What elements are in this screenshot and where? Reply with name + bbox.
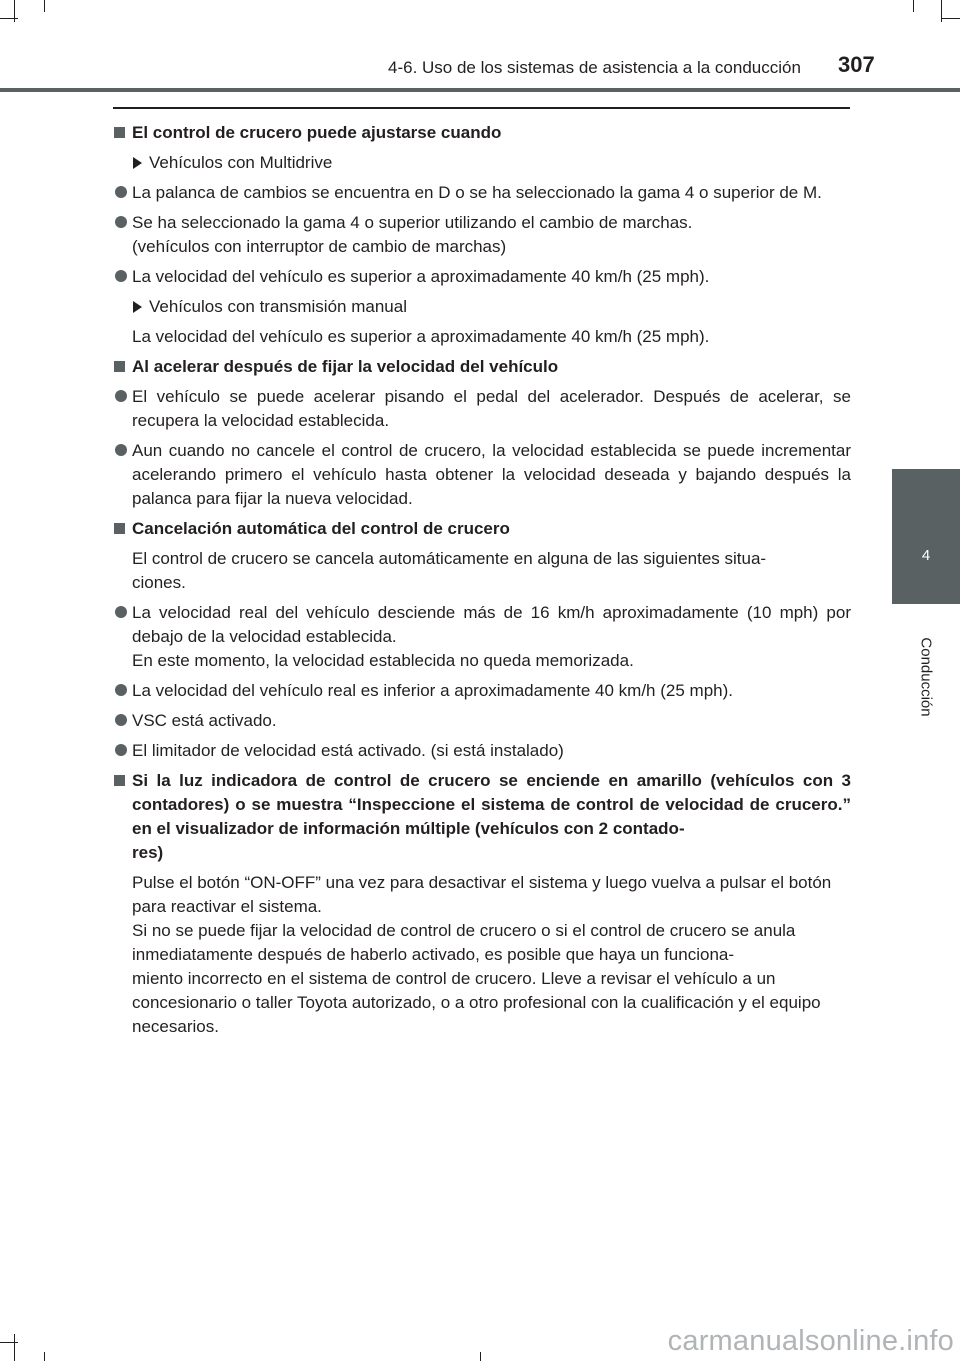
circle-bullet-icon bbox=[115, 186, 127, 198]
list-item: Aun cuando no cancele el control de crucero, la velocidad establecida se puede incrementar acelerando primero el vehículo hasta obtener la velocidad deseada y bajando después la palanca para fijar la nueva velocidad. bbox=[113, 439, 851, 511]
circle-bullet-icon bbox=[115, 714, 127, 726]
square-bullet-icon bbox=[114, 127, 125, 138]
list-item: VSC está activado. bbox=[113, 709, 851, 733]
page-number: 307 bbox=[838, 52, 875, 77]
crop-mark bbox=[14, 1334, 15, 1361]
section-heading: Si la luz indicadora de control de crucero se enciende en amarillo (vehículos con 3 contadores) o se muestra “Inspeccione el sistema de control de velocidad de crucero.” en el visualizador de información múltiple (vehículos con 2 contado- res) bbox=[113, 769, 851, 865]
arrow-item: Vehículos con transmisión manual bbox=[113, 295, 851, 319]
circle-bullet-icon bbox=[115, 606, 127, 618]
main-content bbox=[113, 121, 851, 1045]
square-bullet-icon bbox=[114, 775, 125, 786]
list-item: El vehículo se puede acelerar pisando el pedal del acelerador. Después de acelerar, se recupera la velocidad establecida. bbox=[113, 385, 851, 433]
section-heading: Al acelerar después de fijar la velocidad del vehículo bbox=[113, 355, 851, 379]
square-bullet-icon bbox=[114, 523, 125, 534]
section-heading: Cancelación automática del control de crucero bbox=[113, 517, 851, 541]
section-heading: El control de crucero puede ajustarse cuando bbox=[113, 121, 851, 145]
header-rule bbox=[113, 107, 850, 109]
paragraph: La velocidad del vehículo es superior a aproximadamente 40 km/h (25 mph). bbox=[132, 327, 710, 346]
section-title: 4-6. Uso de los sistemas de asistencia a la conducción bbox=[388, 58, 801, 77]
arrow-right-icon bbox=[133, 301, 142, 313]
arrow-right-icon bbox=[133, 157, 142, 169]
circle-bullet-icon bbox=[115, 684, 127, 696]
chapter-label-box bbox=[892, 609, 960, 744]
chapter-tab bbox=[892, 469, 960, 604]
crop-mark bbox=[942, 18, 960, 19]
crop-mark bbox=[44, 1352, 45, 1361]
arrow-item: Vehículos con Multidrive bbox=[113, 151, 851, 175]
list-item: La velocidad real del vehículo desciende más de 16 km/h aproximadamente (10 mph) por debajo de la velocidad establecida. En este momento, la velocidad establecida no queda memorizada. bbox=[113, 601, 851, 673]
circle-bullet-icon bbox=[115, 270, 127, 282]
circle-bullet-icon bbox=[115, 744, 127, 756]
list-item: Se ha seleccionado la gama 4 o superior utilizando el cambio de marchas. (vehículos con interruptor de cambio de marchas) bbox=[113, 211, 851, 259]
list-item: La velocidad del vehículo real es inferior a aproximadamente 40 km/h (25 mph). bbox=[113, 679, 851, 703]
circle-bullet-icon bbox=[115, 390, 127, 402]
square-bullet-icon bbox=[114, 361, 125, 372]
list-item: La velocidad del vehículo es superior a aproximadamente 40 km/h (25 mph). bbox=[113, 265, 851, 289]
crop-mark bbox=[480, 1352, 481, 1361]
circle-bullet-icon bbox=[115, 444, 127, 456]
crop-mark bbox=[44, 0, 45, 12]
header-band bbox=[0, 88, 960, 92]
crop-mark bbox=[913, 0, 914, 12]
chapter-number: 4 bbox=[921, 547, 931, 564]
crop-mark bbox=[0, 1342, 18, 1343]
list-item: La palanca de cambios se encuentra en D o se ha seleccionado la gama 4 o superior de M. bbox=[113, 181, 851, 205]
crop-mark bbox=[0, 18, 18, 19]
list-item: El limitador de velocidad está activado. (si está instalado) bbox=[113, 739, 851, 763]
paragraph: Pulse el botón “ON-OFF” una vez para desactivar el sistema y luego vuelva a pulsar el botón para reactivar el sistema. Si no se puede fijar la velocidad de control de crucero o si el control de crucero se anula inmediatamente después de haberlo activado, es posible que haya un funciona- miento incorrecto en el sistema de control de crucero. Lleve a revisar el vehículo a un concesionario o taller Toyota autorizado, o a otro profesional con la cualificación y el equipo necesarios. bbox=[132, 873, 832, 1036]
paragraph: El control de crucero se cancela automáticamente en alguna de las siguientes situa- ciones. bbox=[132, 549, 767, 592]
circle-bullet-icon bbox=[115, 216, 127, 228]
chapter-label: Conducción bbox=[917, 636, 935, 717]
watermark: carmanualsonline.info bbox=[667, 1325, 954, 1357]
